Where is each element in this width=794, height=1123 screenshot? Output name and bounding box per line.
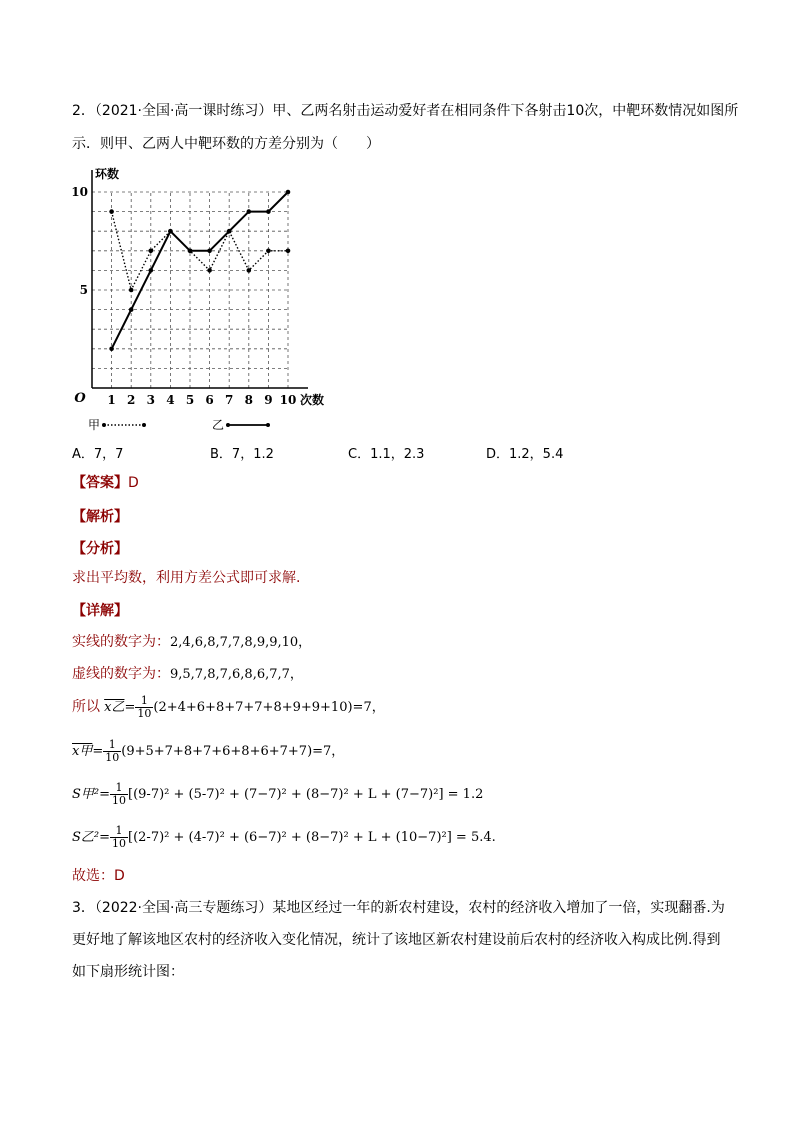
data-point-甲 [286, 249, 291, 254]
xbar-yi: x乙 [104, 700, 125, 715]
fraction-1-10 [103, 739, 121, 764]
mean-yi-prefix: 所以 [72, 699, 100, 715]
option-b: B．7，1.2 [210, 447, 274, 462]
x-tick-label: 8 [244, 393, 253, 407]
option-a: A．7，7 [72, 447, 124, 462]
conclusion: 故选：D [72, 868, 125, 884]
data-point-甲 [109, 209, 114, 214]
data-point-乙 [227, 229, 232, 234]
mean-jia-row: x甲= $\frac{1}{10}$ (9+5+7+8+7+6+8+6+7+7)=7， [72, 738, 345, 764]
dashed-values: 9,5,7,8,7,6,8,6,7,7， [170, 667, 303, 682]
x-tick-label: 2 [127, 393, 136, 407]
chart-legend [88, 418, 270, 432]
legend-label-乙: 乙 [212, 418, 225, 432]
mean-jia-sum: (9+5+7+8+7+6+8+6+7+7)=7， [121, 744, 345, 759]
option-c: C．1.1，2.3 [348, 447, 425, 462]
frac-den: 10 [137, 707, 152, 720]
y-tick-label: 10 [71, 185, 88, 199]
frac-den: 10 [112, 837, 127, 850]
frac-num: 1 [110, 825, 128, 838]
x-tick-label: 7 [225, 393, 234, 407]
dashed-label: 虚线的数字为： [72, 666, 170, 682]
frac-num: 1 [135, 695, 153, 708]
frac-den: 10 [112, 794, 127, 807]
y-axis-label: 环数 [95, 167, 120, 181]
dashed-line-row [72, 664, 303, 685]
x-tick-label: 10 [279, 393, 297, 407]
mean-yi-row: 所以 x乙= $\frac{1}{10}$ (2+4+6+8+7+7+8+9+9+10)=7， [72, 694, 385, 720]
detail-tag: 【详解】 [72, 603, 128, 619]
fenxi-tag: 【分析】 [72, 541, 128, 557]
answer-value: D [128, 475, 139, 491]
chart-labels [71, 166, 324, 407]
q2-stem-line1: 2．（2021·全国·高一课时练习）甲、乙两名射击运动爱好者在相同条件下各射击10次，中靶环数情况如图所 [72, 103, 739, 119]
solid-label: 实线的数字为： [72, 634, 170, 650]
var-yi-row [72, 825, 496, 850]
data-point-乙 [207, 249, 212, 254]
legend-label-甲: 甲 [88, 418, 101, 432]
chart-axes [92, 170, 308, 388]
var-yi-body: [(2-7)² + (4-7)² + (6−7)² + (8−7)² + L + (10−7)²] = 5.4. [128, 830, 496, 845]
x-tick-label: 1 [107, 393, 116, 407]
data-point-乙 [149, 268, 154, 273]
frac-num: 1 [103, 739, 121, 752]
q2-stem-line2: 示．则甲、乙两人中靶环数的方差分别为（ ） [72, 136, 380, 152]
var-jia-body: [(9-7)² + (5-7)² + (7−7)² + (8−7)² + L + (7−7)²] = 1.2 [128, 787, 484, 802]
s-yi: S乙²= [72, 830, 111, 845]
q3-line2: 更好地了解该地区农村的经济收入变化情况，统计了该地区新农村建设前后农村的经济收入构成比例.得到 [72, 932, 721, 948]
legend-dot [266, 423, 270, 427]
option-d: D．1.2，5.4 [486, 447, 564, 462]
x-tick-label: 5 [185, 393, 195, 407]
solid-values: 2,4,6,8,7,7,8,9,9,10， [170, 635, 312, 650]
mean-yi-sum: (2+4+6+8+7+7+8+9+9+10)=7， [153, 700, 385, 715]
data-point-乙 [266, 209, 271, 214]
data-point-甲 [129, 288, 134, 293]
s-jia: S甲²= [72, 787, 111, 802]
analysis-tag: 【解析】 [72, 509, 128, 525]
var-jia-row [72, 782, 483, 807]
data-point-甲 [266, 249, 271, 254]
legend-dot [142, 423, 146, 427]
data-point-乙 [188, 249, 193, 254]
x-tick-label: 9 [264, 393, 273, 407]
legend-dot [226, 423, 230, 427]
frac-num: 1 [110, 782, 128, 795]
data-point-乙 [109, 347, 114, 352]
data-point-甲 [207, 268, 212, 273]
fenxi-text: 求出平均数，利用方差公式即可求解. [72, 570, 301, 586]
chart-grid [92, 192, 288, 388]
answer-tag: 【答案】 [72, 475, 128, 491]
xbar-jia: x甲 [72, 744, 93, 759]
fraction-1-10 [110, 782, 128, 807]
fraction-1-10 [135, 695, 153, 720]
x-tick-label: 6 [205, 393, 214, 407]
shooting-line-chart [60, 160, 350, 440]
solid-line-row [72, 632, 311, 653]
data-point-乙 [168, 229, 173, 234]
x-tick-label: 3 [146, 393, 155, 407]
origin-label: O [74, 391, 86, 406]
data-point-乙 [286, 190, 291, 195]
answer-row [72, 473, 139, 493]
x-tick-label: 4 [166, 393, 175, 407]
data-point-乙 [129, 307, 134, 312]
y-tick-label: 5 [79, 283, 88, 297]
fraction-1-10 [110, 825, 128, 850]
q3-line1: 3．（2022·全国·高三专题练习）某地区经过一年的新农村建设，农村的经济收入增加了一倍，实现翻番.为 [72, 900, 725, 916]
data-point-甲 [247, 268, 252, 273]
data-point-甲 [149, 249, 154, 254]
frac-den: 10 [105, 751, 120, 764]
x-axis-label: 次数 [300, 393, 325, 407]
data-point-乙 [247, 209, 252, 214]
q3-line3: 如下扇形统计图： [72, 964, 184, 980]
legend-dot [102, 423, 106, 427]
